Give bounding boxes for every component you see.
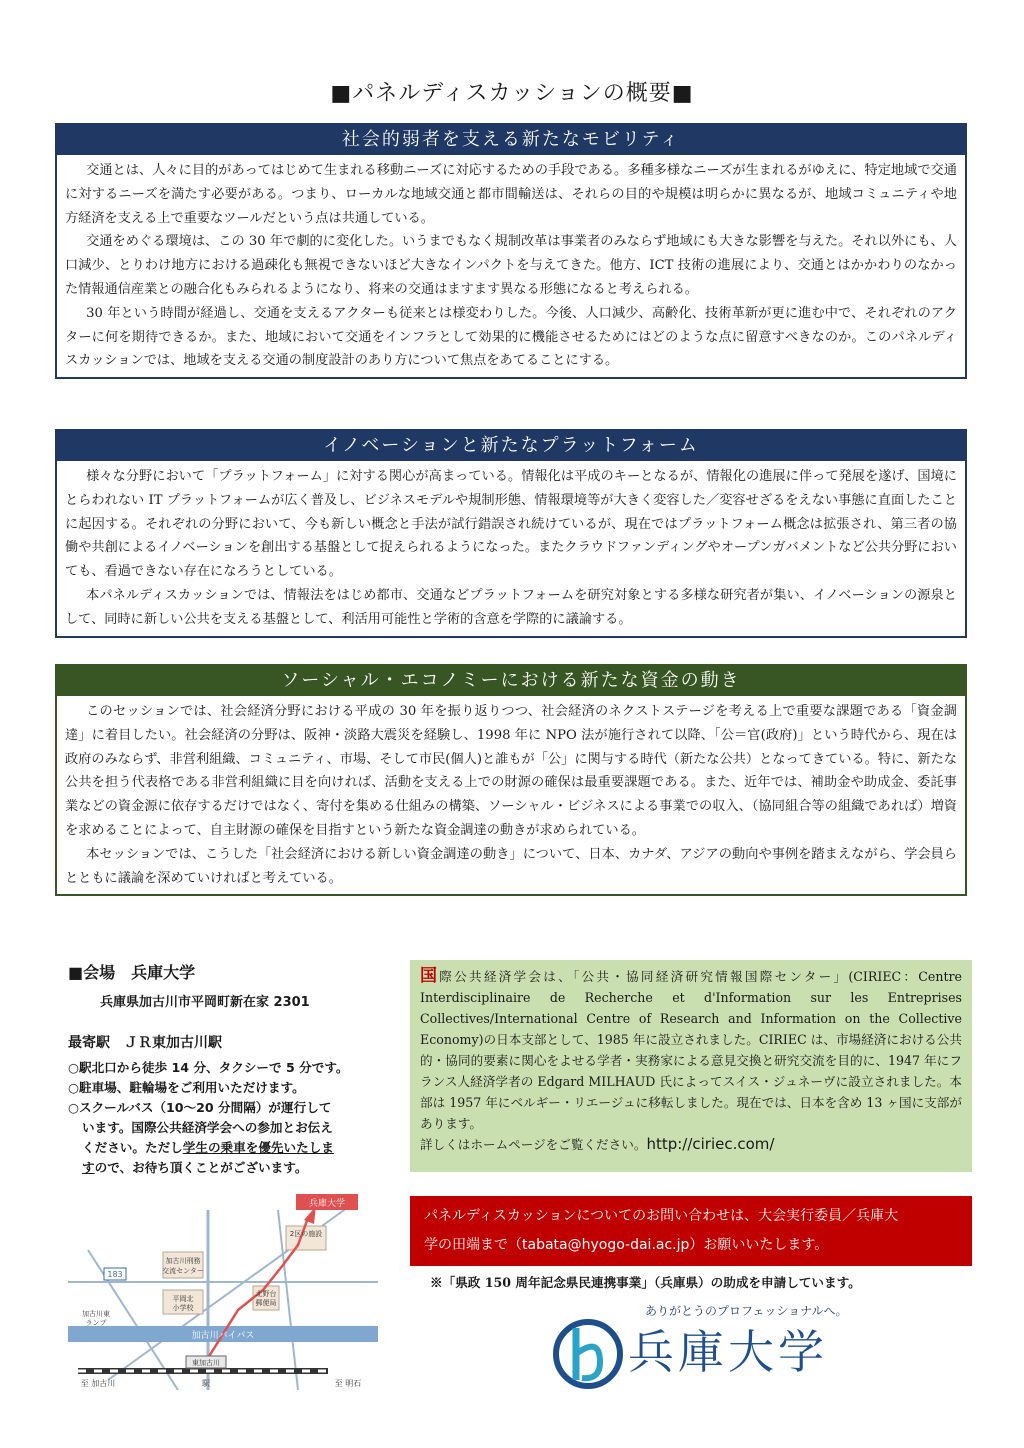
drop-char: 国 <box>420 966 440 986</box>
map-label: 小学校 <box>172 1304 194 1312</box>
panel-body <box>57 696 965 894</box>
panel-heading: 社会的弱者を支える新たなモビリティ <box>57 125 965 155</box>
page-title: ■パネルディスカッションの概要■ <box>330 81 694 106</box>
map-label-east: 至 明石 <box>334 1379 362 1388</box>
access-note <box>68 1158 398 1178</box>
map-label: 加古川東 <box>82 1310 110 1318</box>
ciriec-text: 際公共経済学会は、「公共・協同経済研究情報国際センター」(CIRIEC：Centre Interdisciplinaire de Recherche et d'Information sur les Entreprises Collectives/International Centre of Research and Information on the Collective Economy)の日本支部として、1985 年に設立されました。CIRIEC は、市場経済における公共的・協同的要素に関心をよせる学者・実務家による意見交換と研究交流を目的に、1947 年にフランス人経済学者の Edgard MILHAUD 氏によってスイス・ジュネーヴに設立されました。本部は 1957 年にベルギー・リエージュに移転しました。現在では、日本を含め 13 ヶ国に支部があります。 <box>420 969 962 1131</box>
note-text: ください。ただし <box>82 1140 183 1155</box>
venue-address: 兵庫県加古川市平岡町新在家 2301 <box>100 995 310 1010</box>
access-note: ○スクールバス（10～20 分間隔）が運行して <box>68 1100 332 1115</box>
access-notes <box>68 1058 398 1178</box>
note-underlined: 学生の乗車を優先いたしま <box>182 1140 334 1155</box>
paragraph: 本パネルディスカッションでは、情報法をはじめ都市、交通などプラットフォームを研究対象とする多様な研究者が集い、イノベーションの源泉として、同時に新しい公共を支える基盤として、利活用可能性と学術的含意を学際的に議論する。 <box>65 587 957 627</box>
panel-social-economy <box>55 664 967 896</box>
note-underlined: す <box>82 1160 95 1175</box>
panel-body <box>57 461 965 636</box>
contact-box <box>410 1196 972 1266</box>
map-label: 2区の施設 <box>289 1230 323 1238</box>
map-label: 加古川刑務 <box>165 1257 201 1265</box>
note-text: ので、お待ち頂くことがございます。 <box>94 1160 308 1175</box>
access-note: ○駐車場、駐輪場をご利用いただけます。 <box>68 1080 305 1095</box>
map-label-bypass: 加古川バイパス <box>191 1331 255 1341</box>
map-label: 郵便局 <box>255 1299 277 1307</box>
paragraph: 本セッションでは、こうした「社会経済における新しい資金調達の動き」について、日本、カナダ、アジアの動向や事例を踏まえながら、学会員らとともに議論を深めていければと考えている。 <box>65 846 957 886</box>
map-label-station: 東加古川 <box>192 1359 220 1367</box>
nearest-station: 最寄駅 ＪＲ東加古川駅 <box>68 1035 222 1051</box>
panel-heading: イノベーションと新たなプラットフォーム <box>57 431 965 461</box>
logo-name: 兵庫大学 <box>628 1325 828 1379</box>
paragraph: 交通とは、人々に目的があってはじめて生まれる移動ニーズに対応するための手段である。多種多様なニーズが生まれるがゆえに、特定地域で交通に対するニーズを満たす必要がある。つまり、ローカルな地域交通と都市間輸送は、それらの目的や規模は明らかに異なるが、地域コミュニティや地方経済を支える上で重要なツールだという点は共通している。 <box>65 163 957 226</box>
venue-section <box>68 960 398 1178</box>
map-label: 交流センター <box>162 1267 204 1275</box>
grant-note: ※「県政 150 周年記念県民連携事業」（兵庫県）の助成を申請しています。 <box>430 1275 861 1290</box>
paragraph: このセッションでは、社会経済分野における平成の 30 年を振り返りつつ、社会経済のネクストステージを考える上で重要な課題である「資金調達」に着目したい。社会経済の分野は、阪神・淡路大震災を経験し、1998 年に NPO 法が施行されて以降、「公＝官(政府)」という時代から、現在は政府のみならず、非営利組織、コミュニティ、市場、そして市民(個人)と誰もが「公」に関与する時代（新たな公共）となってきている。特に、新たな公共を担う代表格である非営利組織に目を向ければ、活動を支える上での財源の確保は最重要課題である。また、近年では、補助金や助成金、委託事業などの資金源に依存するだけではなく、寄付を集める仕組みの構築、ソーシャル・ビジネスによる事業での収入、（協同組合等の組織であれば）増資を求めることによって、自主財源の確保を目指すという新たな資金調達の動きが求められている。 <box>65 704 957 838</box>
map-label: ランプ <box>85 1319 107 1327</box>
access-note: ○駅北口から徒歩 14 分、タクシーで 5 分です。 <box>68 1060 349 1075</box>
panel-body <box>57 155 965 377</box>
map-label-route: 183 <box>107 1270 123 1279</box>
map-label: 北野台 <box>255 1290 277 1298</box>
map-label: 平岡北 <box>172 1295 194 1303</box>
map-label-destination: 兵庫大学 <box>308 1199 346 1209</box>
paragraph: 様々な分野において「プラットフォーム」に対する関心が高まっている。情報化は平成のキーとなるが、情報化の進展に伴って発展を遂げ、国境にとらわれない IT プラットフォームが広く普及し、ビジネスモデルや規制形態、情報環境等が大きく変容した／変容せざるをえない事態に直面したことに起因する。それぞれの分野において、今も新しい概念と手法が試行錯誤され続けているが、現在ではプラットフォーム概念は拡張され、第三者の協働や共創によるイノベーションを創出する基盤として捉えられるようになった。またクラウドファンディングやオープンガバメントなど公共分野においても、看過できない存在になろうとしている。 <box>65 469 957 580</box>
logo-tagline: ありがとうのプロフェッショナルへ。 <box>645 1304 848 1318</box>
contact-line: パネルディスカッションについてのお問い合わせは、大会実行委員／兵庫大 <box>424 1208 899 1224</box>
contact-line: 学の田端まで（tabata@hyogo-dai.ac.jp）お願いいたします。 <box>424 1237 829 1253</box>
more-text: 詳しくはホームページをご覧ください。 <box>420 1137 647 1152</box>
access-map <box>68 1190 378 1390</box>
ciriec-paragraph <box>420 966 962 1134</box>
panel-heading: ソーシャル・エコノミーにおける新たな資金の動き <box>57 666 965 696</box>
panel-platform <box>55 429 967 638</box>
ciriec-info <box>410 960 972 1172</box>
paragraph: 30 年という時間が経過し、交通を支えるアクターも従来とは様変わりした。今後、人口減少、高齢化、技術革新が更に進む中で、それぞれのアクターに何を期待できるか。また、地域において交通をインフラとして効果的に機能させるためにはどのような点に留意すべきなのか。このパネルディスカッションでは、地域を支える交通の制度設計のあり方について焦点をあてることにする。 <box>65 305 957 369</box>
map-label-west: 至 加古川 <box>80 1379 116 1388</box>
ciriec-more <box>420 1134 962 1155</box>
map-label-eki: 駅 <box>202 1379 210 1388</box>
ciriec-link[interactable]: http://ciriec.com/ <box>646 1135 775 1153</box>
panel-mobility <box>55 123 967 379</box>
venue-heading: ■会場 兵庫大学 <box>68 963 196 982</box>
access-note: います。国際公共経済学会への参加とお伝え <box>82 1120 333 1135</box>
access-note <box>68 1138 398 1158</box>
paragraph: 交通をめぐる環境は、この 30 年で劇的に変化した。いうまでもなく規制改革は事業者のみならず地域にも大きな影響を与えた。それ以外にも、人口減少、とりわけ地方における過疎化も無視できないほど大きなインパクトを与えてきた。他方、ICT 技術の進展により、交通とはかかわりのなかった情報通信産業との融合化もみられるようになり、将来の交通はますます異なる形態になると考えられる。 <box>65 234 957 297</box>
